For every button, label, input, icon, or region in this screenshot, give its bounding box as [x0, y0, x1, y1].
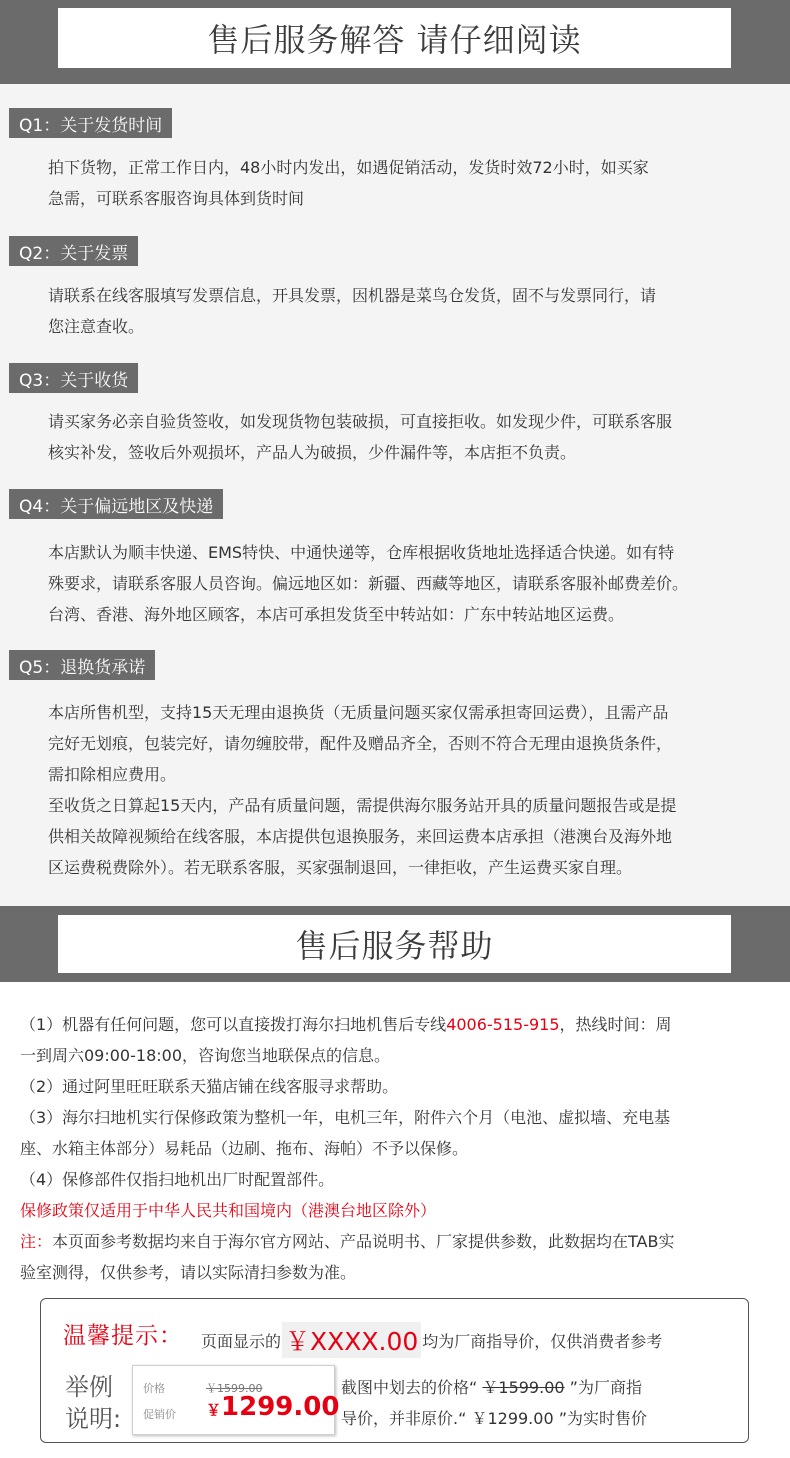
- help-line-6: （4）保修部件仅指扫地机出厂时配置部件。: [20, 1170, 335, 1189]
- help-line-2: 一到周六09:00-18:00，咨询您当地联保点的信息。: [20, 1046, 390, 1065]
- example-explanation-1-tail: ”为厂商指: [564, 1378, 642, 1397]
- faq-answer-line: 台湾、香港、海外地区顾客，本店可承担发货至中转站如：广东中转站地区运费。: [48, 605, 625, 624]
- disclaimer-text-1: 本页面参考数据均来自于海尔官方网站、产品说明书、厂家提供参数，此数据均在TAB实: [52, 1232, 675, 1251]
- faq-answer-line: 请联系在线客服填写发票信息，开具发票，因机器是菜鸟仓发货，固不与发票同行，请: [48, 286, 657, 305]
- top-banner-title-box: [58, 8, 731, 68]
- faq-answer-line: 请买家务必亲自验货签收，如发现货物包装破损，可直接拒收。如发现少件，可联系客服: [48, 412, 673, 431]
- example-price-label: 价格: [143, 1382, 165, 1395]
- help-banner-title: 售后服务帮助: [295, 927, 494, 965]
- example-sale-amount: 1299.00: [221, 1392, 340, 1422]
- help-banner: [0, 906, 790, 982]
- help-line-1-tail: ，热线时间：周: [559, 1015, 672, 1034]
- faq-answer-1: [48, 152, 768, 214]
- example-sale-currency: ￥: [206, 1401, 222, 1419]
- example-strike-price: ￥1599.00: [482, 1378, 565, 1397]
- disclaimer-line-1: [20, 1226, 674, 1257]
- disclaimer-line-2: 验室测得，仅供参考，请以实际清扫参数为准。: [20, 1263, 357, 1282]
- faq-answer-5: [48, 697, 768, 883]
- faq-answer-4: [48, 537, 768, 630]
- faq-answer-line: 本店默认为顺丰快递、EMS特快、中通快递等，仓库根据收货地址选择适合快递。如有特: [48, 543, 675, 562]
- faq-answer-line: 殊要求，请联系客服人员咨询。偏远地区如：新疆、西藏等地区，请联系客服补邮费差价。: [48, 574, 689, 593]
- help-line-3: （2）通过阿里旺旺联系天猫店铺在线客服寻求帮助。: [20, 1077, 399, 1096]
- help-section: [0, 982, 790, 1292]
- example-price-screenshot: [132, 1365, 340, 1435]
- hotline-number: 4006-515-915: [446, 1015, 560, 1034]
- example-explanation-1: [341, 1375, 642, 1398]
- example-explanation-1-lead: 截图中划去的价格“: [341, 1378, 483, 1397]
- faq-question-2: Q2：关于发票: [9, 236, 138, 266]
- warranty-scope-note: 保修政策仅适用于中华人民共和国境内（港澳台地区除外）: [20, 1201, 437, 1220]
- faq-answer-line: 供相关故障视频给在线客服，本店提供包退换服务，来回运费本店承担（港澳台及海外地: [48, 827, 673, 846]
- faq-section: [0, 84, 790, 906]
- help-line-1-text: （1）机器有任何问题，您可以直接拨打海尔扫地机售后专线: [20, 1015, 447, 1034]
- notice-description: [201, 1322, 662, 1358]
- faq-question-3: Q3：关于收货: [9, 363, 138, 393]
- faq-question-1: Q1：关于发货时间: [9, 108, 172, 138]
- faq-answer-line: 拍下货物，正常工作日内，48小时内发出，如遇促销活动，发货时效72小时，如买家: [48, 158, 649, 177]
- top-banner: [0, 0, 790, 84]
- example-explanation-2: 导价，并非原价.“ ￥1299.00 ”为实时售价: [341, 1409, 648, 1428]
- faq-answer-line: 核实补发，签收后外观损坏，产品人为破损，少件漏件等，本店拒不负责。: [48, 443, 577, 462]
- price-placeholder: ￥XXXX.00: [282, 1322, 421, 1358]
- help-line-1: [20, 1009, 672, 1040]
- faq-answer-3: [48, 406, 768, 468]
- notice-title: 温馨提示：: [63, 1323, 183, 1349]
- notice-desc-lead: 页面显示的: [201, 1331, 282, 1351]
- example-promo-label: 促销价: [143, 1408, 176, 1421]
- faq-answer-line: 需扣除相应费用。: [48, 765, 177, 784]
- faq-answer-line: 至收货之日算起15天内，产品有质量问题，需提供海尔服务站开具的质量问题报告或是提: [48, 796, 677, 815]
- faq-answer-line: 您注意查收。: [48, 317, 145, 336]
- help-line-5: 座、水箱主体部分）易耗品（边刷、拖布、海帕）不予以保修。: [20, 1139, 469, 1158]
- help-banner-title-box: [58, 915, 731, 973]
- example-label-2: 说明:: [65, 1405, 122, 1433]
- faq-answer-2: [48, 280, 768, 342]
- faq-answer-line: 急需，可联系客服咨询具体到货时间: [48, 189, 305, 208]
- example-sale-price: [206, 1392, 339, 1422]
- disclaimer-label: 注：: [20, 1232, 53, 1251]
- example-label-1: 举例: [65, 1373, 113, 1401]
- faq-answer-line: 本店所售机型，支持15天无理由退换货（无质量问题买家仅需承担寄回运费），且需产品: [48, 703, 669, 722]
- example-original-price: ￥1599.00: [206, 1382, 263, 1395]
- help-line-4: （3）海尔扫地机实行保修政策为整机一年，电机三年，附件六个月（电池、虚拟墙、充电基: [20, 1108, 671, 1127]
- notice-desc-tail: 均为厂商指导价，仅供消费者参考: [422, 1331, 663, 1351]
- faq-answer-line: 完好无划痕，包装完好，请勿缠胶带，配件及赠品齐全，否则不符合无理由退换货条件，: [48, 734, 673, 753]
- faq-question-4: Q4：关于偏远地区及快递: [9, 489, 223, 519]
- top-banner-title: 售后服务解答 请仔细阅读: [207, 21, 582, 59]
- price-notice-box: [40, 1298, 749, 1443]
- faq-question-5: Q5：退换货承诺: [9, 650, 155, 680]
- faq-answer-line: 区运费税费除外）。若无联系客服，买家强制退回，一律拒收，产生运费买家自理。: [48, 858, 633, 877]
